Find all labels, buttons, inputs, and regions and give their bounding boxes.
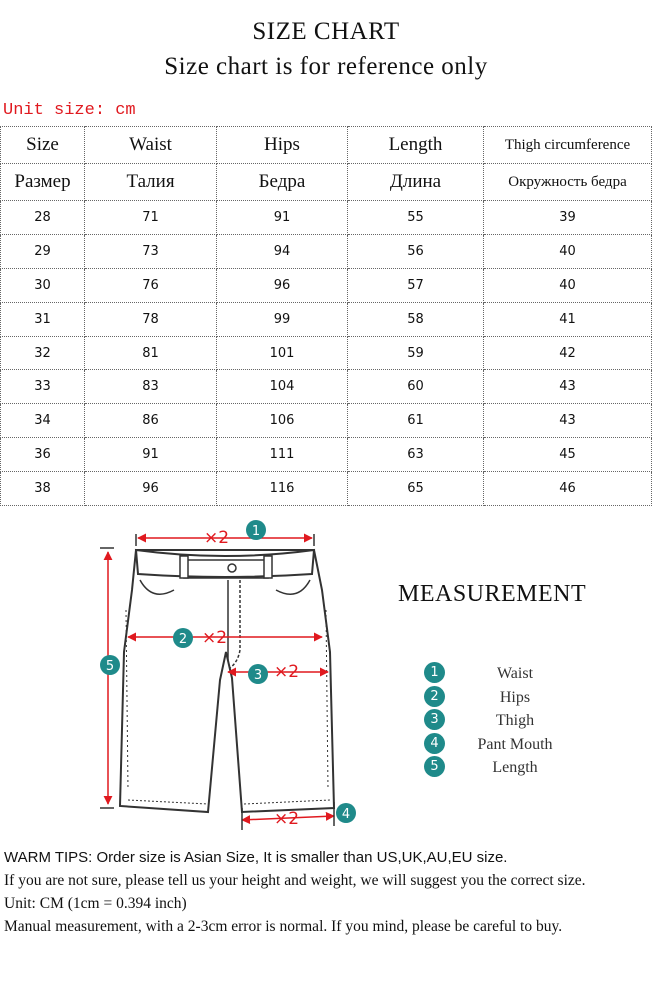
legend-marker: 2 [424,686,445,707]
table-cell: 76 [85,268,217,302]
table-cell: 61 [348,404,484,438]
table-cell: 45 [484,438,652,472]
tip-line: Manual measurement, with a 2-3cm error is normal. If you mind, please be careful to buy. [4,918,563,935]
table-cell: 33 [1,370,85,404]
table-cell: 71 [85,201,217,235]
marker-5: 5 [105,659,115,674]
legend-item [420,686,650,710]
table-cell: 116 [217,472,348,506]
table-cell: 40 [484,234,652,268]
table-cell: 91 [217,201,348,235]
col-header-ru: Бедра [217,164,348,201]
table-row [1,234,652,268]
table-cell: 34 [1,404,85,438]
table-row [1,336,652,370]
col-header-ru: Талия [85,164,217,201]
table-cell: 39 [484,201,652,235]
col-header: Hips [217,127,348,164]
table-cell: 29 [1,234,85,268]
table-row [1,438,652,472]
legend-marker: 1 [424,662,445,683]
header-row-en [1,127,652,164]
table-cell: 59 [348,336,484,370]
header-row-ru [1,164,652,201]
tip-line: If you are not sure, please tell us your height and weight, we will suggest you the correct size. [4,872,586,889]
table-body [1,201,652,506]
table-cell: 78 [85,302,217,336]
legend-item [420,733,650,757]
col-header: Length [348,127,484,164]
table-cell: 104 [217,370,348,404]
tip-line: WARM TIPS: Order size is Asian Size, It is smaller than US,UK,AU,EU size. [4,849,508,866]
table-row [1,472,652,506]
page-title: SIZE CHART [252,18,400,45]
table-cell: 99 [217,302,348,336]
table-row [1,404,652,438]
tip-line: Unit: CM (1cm = 0.394 inch) [4,895,187,912]
table-cell: 32 [1,336,85,370]
times-two-label: ×2 [202,628,228,648]
measurement-title: MEASUREMENT [398,581,587,607]
legend-label: Hips [499,688,531,706]
legend-marker: 3 [424,709,445,730]
table-cell: 106 [217,404,348,438]
table-cell: 56 [348,234,484,268]
table-cell: 36 [1,438,85,472]
table-row [1,268,652,302]
size-table [0,126,652,506]
table-cell: 91 [85,438,217,472]
table-cell: 30 [1,268,85,302]
marker-2: 2 [178,632,188,647]
table-cell: 86 [85,404,217,438]
legend-item [420,709,650,733]
table-cell: 65 [348,472,484,506]
table-cell: 58 [348,302,484,336]
legend-item [420,756,650,780]
marker-1: 1 [251,524,261,539]
table-cell: 40 [484,268,652,302]
times-two-label: ×2 [204,528,230,548]
legend-label: Thigh [495,712,535,729]
col-header-ru: Окружность бедра [484,164,652,201]
col-header: Size [1,127,85,164]
legend-marker: 5 [424,756,445,777]
page-subtitle: Size chart is for reference only [164,53,488,80]
table-cell: 111 [217,438,348,472]
col-header-ru: Длина [348,164,484,201]
legend-marker: 4 [424,733,445,754]
table-cell: 38 [1,472,85,506]
col-header-ru: Размер [1,164,85,201]
legend-label: Waist [496,665,534,682]
legend-label: Length [492,759,538,776]
table-cell: 43 [484,404,652,438]
table-row [1,201,652,235]
table-cell: 96 [217,268,348,302]
table-cell: 94 [217,234,348,268]
table-cell: 57 [348,268,484,302]
table-cell: 63 [348,438,484,472]
table-cell: 31 [1,302,85,336]
warm-tips [4,846,650,938]
table-row [1,302,652,336]
shorts-outline [120,550,334,812]
shorts-diagram [90,510,380,850]
legend-item [420,662,650,686]
measurement-legend [420,662,650,780]
table-cell: 46 [484,472,652,506]
times-two-label: ×2 [274,662,300,682]
table-cell: 81 [85,336,217,370]
legend-label: Pant Mouth [477,735,553,753]
table-cell: 42 [484,336,652,370]
table-cell: 41 [484,302,652,336]
unit-label: Unit size: cm [3,101,136,120]
times-two-label: ×2 [274,809,300,829]
table-cell: 43 [484,370,652,404]
table-cell: 101 [217,336,348,370]
table-cell: 55 [348,201,484,235]
table-cell: 96 [85,472,217,506]
col-header: Waist [85,127,217,164]
marker-4: 4 [341,807,351,822]
col-header: Thigh circumference [484,127,652,164]
table-cell: 83 [85,370,217,404]
marker-3: 3 [253,668,263,683]
table-cell: 73 [85,234,217,268]
table-row [1,370,652,404]
table-cell: 60 [348,370,484,404]
table-cell: 28 [1,201,85,235]
